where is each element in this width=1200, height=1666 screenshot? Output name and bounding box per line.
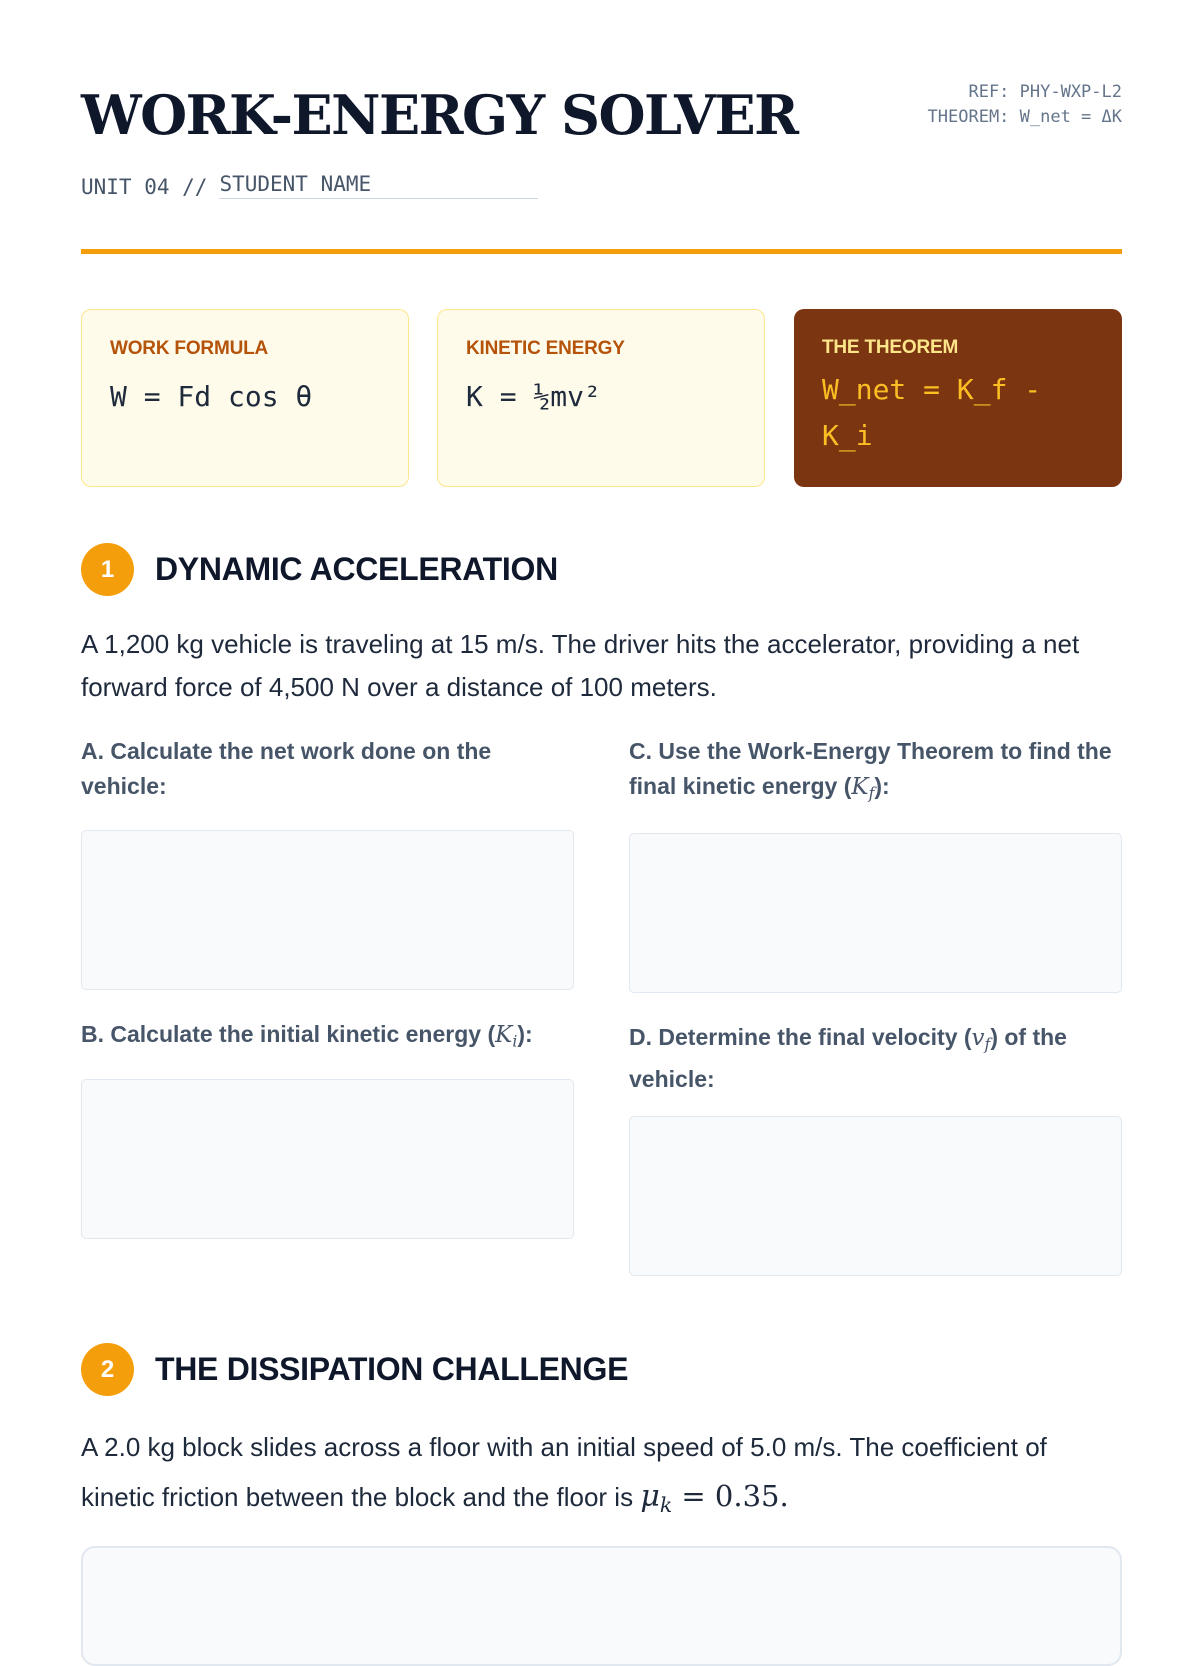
card-formula: W_net = K_f - K_i xyxy=(822,373,1042,452)
answer-box-d[interactable] xyxy=(629,1116,1122,1276)
card-label: THE THEOREM xyxy=(822,337,959,358)
section-1-header xyxy=(81,543,558,596)
reference-block xyxy=(928,80,1122,130)
unit-row xyxy=(81,172,538,199)
section-number-badge: 1 xyxy=(81,543,134,596)
kinetic-energy-card xyxy=(437,309,765,487)
card-formula: K = ½mv² xyxy=(466,380,601,413)
final-kinetic-symbol xyxy=(851,774,875,803)
question-b-label xyxy=(81,1017,574,1059)
card-label: WORK FORMULA xyxy=(110,338,269,359)
problem-2-statement xyxy=(81,1423,1122,1530)
friction-coefficient-symbol xyxy=(640,1479,673,1518)
page-title: WORK-ENERGY SOLVER xyxy=(81,83,798,147)
math-symbol: μ xyxy=(640,1479,660,1514)
math-subscript: f xyxy=(868,783,875,803)
friction-coefficient-value: = 0.35. xyxy=(672,1479,789,1513)
answer-box-b[interactable] xyxy=(81,1079,574,1239)
math-subscript: k xyxy=(659,1493,673,1518)
question-a-label: A. Calculate the net work done on the vehicle: xyxy=(81,738,492,799)
section-2-header xyxy=(81,1343,628,1396)
theorem-reference: THEOREM: W_net = ΔK xyxy=(927,107,1122,127)
math-symbol: K xyxy=(495,1022,513,1048)
section-title: DYNAMIC ACCELERATION xyxy=(155,551,558,587)
question-c-label xyxy=(629,734,1122,811)
theorem-card xyxy=(794,309,1122,487)
answer-box-a[interactable] xyxy=(81,830,574,990)
reference-code: REF: PHY-WXP-L2 xyxy=(968,82,1122,102)
initial-kinetic-symbol xyxy=(495,1022,518,1051)
math-subscript: f xyxy=(984,1034,991,1054)
question-c-text: C. Use the Work-Energy Theorem to find the final kinetic energy ( xyxy=(629,738,1112,799)
section-number-badge: 2 xyxy=(81,1343,134,1396)
question-b-text: B. Calculate the initial kinetic energy ( xyxy=(81,1021,496,1047)
header-divider xyxy=(81,249,1122,254)
student-name-field[interactable]: STUDENT NAME xyxy=(219,172,538,199)
math-symbol: v xyxy=(971,1025,985,1051)
question-d-text: D. Determine the final velocity ( xyxy=(629,1024,972,1050)
math-subscript: i xyxy=(512,1031,518,1051)
question-b-suffix: ): xyxy=(517,1021,533,1047)
answer-box-c[interactable] xyxy=(629,833,1122,993)
problem-2-text: A 2.0 kg block slides across a floor with an initial speed of 5.0 m/s. The coefficient of kinetic friction between the block and the floor is xyxy=(81,1432,1047,1512)
card-formula: W = Fd cos θ xyxy=(110,380,313,413)
question-d-suffix: ) of the vehicle: xyxy=(629,1024,1067,1092)
work-formula-card xyxy=(81,309,409,487)
question-c-suffix: ): xyxy=(874,773,890,799)
question-d-label xyxy=(629,1020,1122,1097)
final-velocity-symbol xyxy=(971,1025,991,1054)
section-title: THE DISSIPATION CHALLENGE xyxy=(155,1351,629,1387)
unit-label: UNIT 04 // xyxy=(81,175,208,199)
part-box xyxy=(81,1546,1122,1666)
math-symbol: K xyxy=(851,774,869,800)
problem-1-statement: A 1,200 kg vehicle is traveling at 15 m/s. The driver hits the accelerator, providing a net forward force of 4,500 N over a distance of 100 meters. xyxy=(81,629,1080,702)
card-label: KINETIC ENERGY xyxy=(466,338,625,359)
